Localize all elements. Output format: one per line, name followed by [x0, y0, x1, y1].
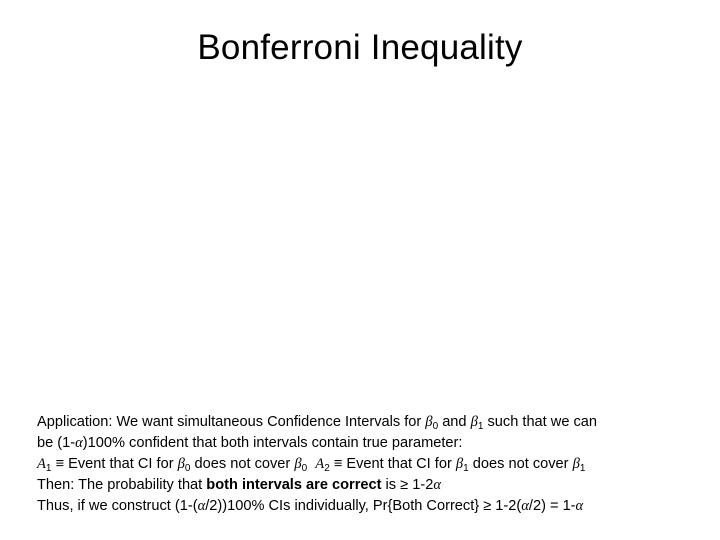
- body-line-4: [37, 475, 697, 496]
- line3-text-d: ≡ Event that CI for: [329, 456, 456, 472]
- subscript-0: 0: [432, 421, 439, 432]
- body-line-1: [37, 412, 697, 433]
- alpha-symbol: α: [433, 477, 441, 493]
- line3-text-a: ≡ Event that CI for: [51, 456, 178, 472]
- beta-symbol: β: [425, 414, 433, 430]
- subscript-0: 0: [301, 463, 308, 474]
- subscript-1: 1: [477, 421, 484, 432]
- line1-text-a: Application: We want simultaneous Confidence Intervals for: [37, 414, 426, 430]
- body-line-5: [37, 496, 697, 517]
- subscript-0: 0: [184, 463, 191, 474]
- subscript-1: 1: [463, 463, 469, 474]
- line5-text-b: /2))100% CI: [205, 498, 284, 514]
- event-a-symbol: A: [315, 456, 325, 472]
- beta-symbol: β: [470, 414, 478, 430]
- beta-symbol: β: [572, 456, 580, 472]
- line3-text-e: does not cover: [468, 456, 573, 472]
- line5-text-a: Thus, if we construct (1-(: [37, 498, 198, 514]
- beta-symbol: β: [177, 456, 185, 472]
- beta-symbol: β: [455, 456, 464, 472]
- line2-text-a: be (1-: [37, 435, 76, 451]
- slide-title: Bonferroni Inequality: [197, 28, 523, 67]
- line4-bold-text: both intervals are correct: [206, 477, 382, 493]
- alpha-symbol: α: [521, 498, 529, 514]
- line5-text-c: s individually, Pr{Both Correct} ≥ 1-2(: [283, 498, 522, 514]
- alpha-symbol: α: [75, 435, 83, 451]
- alpha-symbol: α: [575, 498, 584, 514]
- line1-text-b: and: [438, 414, 471, 430]
- subscript-1: 1: [579, 463, 586, 474]
- beta-symbol: β: [294, 456, 302, 472]
- line1-text-c: such that we can: [483, 414, 598, 430]
- line3-text-b: does not cover: [190, 456, 295, 472]
- line2-text-b: )100% confident that both intervals contain true parameter:: [82, 435, 463, 451]
- line4-text-b: is ≥ 1-2: [381, 477, 434, 493]
- event-a-symbol: A: [37, 456, 46, 472]
- alpha-symbol: α: [197, 498, 206, 514]
- body-line-2: [37, 433, 697, 454]
- line4-text-a: Then: The probability that: [37, 477, 207, 493]
- body-line-3: [37, 454, 697, 475]
- line5-text-d: /2) = 1-: [528, 498, 576, 514]
- subscript-1: 1: [45, 463, 52, 474]
- subscript-2: 2: [324, 463, 330, 474]
- slide-body: [37, 412, 697, 517]
